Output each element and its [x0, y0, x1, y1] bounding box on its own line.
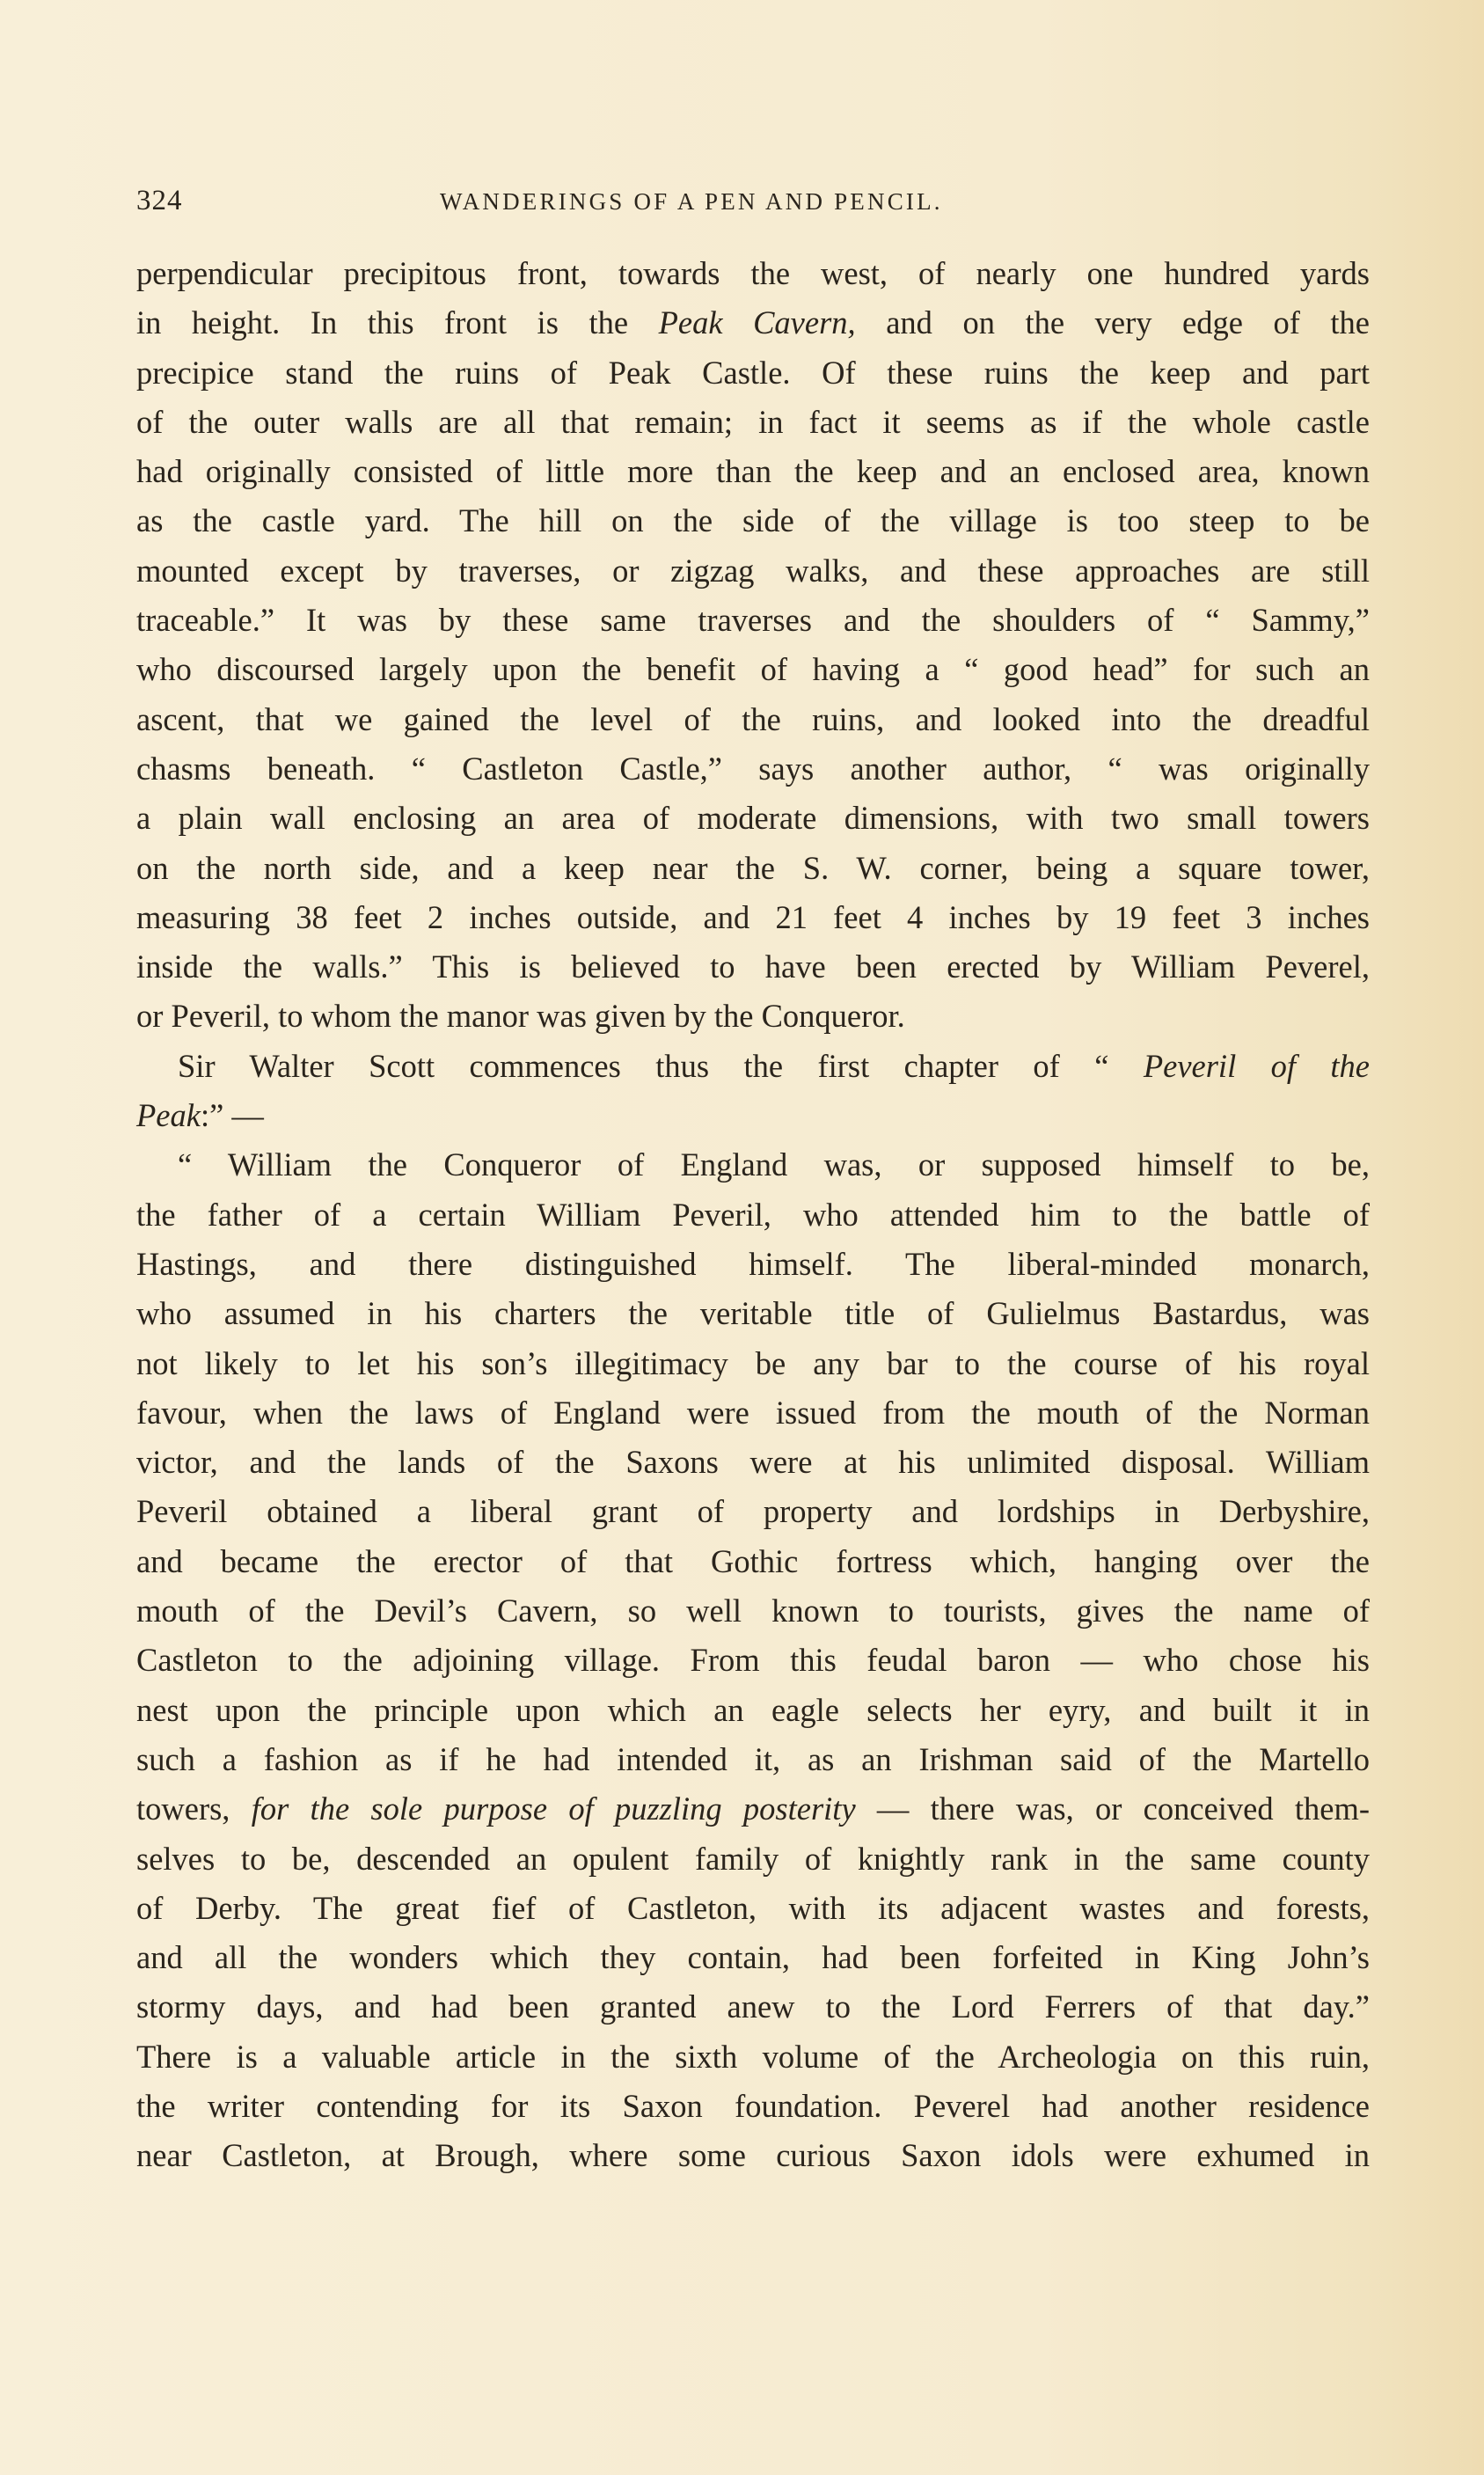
text-line [136, 1388, 1370, 1438]
body-text [136, 249, 1370, 2181]
text-line [136, 1240, 1370, 1289]
text-line [136, 942, 1370, 992]
text-segment: and on the very edge of the [855, 304, 1370, 341]
italic-text-segment: for the sole purpose of puzzling posterity [251, 1790, 856, 1827]
text-line [136, 1438, 1370, 1487]
text-segment: towers, [136, 1790, 252, 1827]
text-segment: stormy days, and had been granted anew to the Lord Ferrers of that day.” [136, 1988, 1370, 2025]
text-segment: of Derby. The great fief of Castleton, with its adjacent wastes and forests, [136, 1889, 1370, 1926]
text-line [136, 249, 1370, 298]
running-title: WANDERINGS OF A PEN AND PENCIL. [440, 188, 943, 215]
text-segment: and became the erector of that Gothic fortress which, hanging over the [136, 1542, 1370, 1579]
text-segment: — there was, or conceived them- [855, 1790, 1371, 1827]
text-line [136, 2082, 1370, 2131]
text-line [136, 1784, 1370, 1834]
text-segment: such a fashion as if he had intended it, as an Irishman said of the Martello [136, 1740, 1370, 1777]
text-segment: nest upon the principle upon which an eagle selects her eyry, and built it in [136, 1691, 1370, 1728]
text-segment: as the castle yard. The hill on the side of the village is too steep to be [136, 502, 1370, 539]
text-segment: near Castleton, at Brough, where some curious Saxon idols were exhumed in [136, 2137, 1370, 2174]
text-segment: inside the walls.” This is believed to have been erected by William Peverel, [136, 948, 1370, 985]
text-segment: victor, and the lands of the Saxons were at his unlimited disposal. William [136, 1444, 1370, 1481]
text-segment: who discoursed largely upon the benefit of having a “ good head” for such an [136, 651, 1370, 688]
text-line [136, 1884, 1370, 1933]
text-line [136, 695, 1370, 744]
page-number: 324 [136, 185, 183, 216]
text-segment: who assumed in his charters the veritable title of Gulielmus Bastardus, was [136, 1295, 1370, 1332]
text-line [136, 447, 1370, 496]
text-segment: mounted except by traverses, or zigzag walks, and these approaches are still [136, 552, 1370, 589]
italic-text-segment: Peak [136, 1097, 201, 1134]
text-segment: Sir Walter Scott commences thus the first chapter of “ [178, 1047, 1144, 1084]
text-segment: favour, when the laws of England were issued from the mouth of the Norman [136, 1394, 1370, 1431]
text-line [136, 2032, 1370, 2082]
text-line [136, 298, 1370, 348]
text-line [136, 744, 1370, 794]
text-segment: mouth of the Devil’s Cavern, so well known to tourists, gives the name of [136, 1593, 1370, 1629]
text-segment: There is a valuable article in the sixth volume of the Archeologia on this ruin, [136, 2038, 1370, 2075]
text-segment: precipice stand the ruins of Peak Castle. Of these ruins the keep and part [136, 354, 1370, 391]
text-line [136, 1982, 1370, 2032]
text-line [136, 596, 1370, 645]
text-line [136, 1686, 1370, 1735]
text-line [136, 2131, 1370, 2180]
text-segment: the writer contending for its Saxon foundation. Peverel had another residence [136, 2087, 1370, 2124]
text-segment: on the north side, and a keep near the S. W. corner, being a square tower, [136, 849, 1370, 886]
text-line [136, 1834, 1370, 1884]
text-segment: ascent, that we gained the level of the ruins, and looked into the dreadful [136, 700, 1370, 737]
text-segment: the father of a certain William Peveril, who attended him to the battle of [136, 1196, 1370, 1233]
text-segment: perpendicular precipitous front, towards the west, of nearly one hundred yards [136, 255, 1370, 291]
text-line [136, 1933, 1370, 1982]
text-line [136, 1339, 1370, 1388]
italic-text-segment: Peak Cavern, [658, 304, 856, 341]
text-line [136, 1289, 1370, 1338]
text-line [136, 398, 1370, 447]
text-segment: not likely to let his son’s illegitimacy be any bar to the course of his royal [136, 1344, 1370, 1381]
text-segment: :” — [200, 1097, 264, 1134]
text-line [136, 1487, 1370, 1536]
text-line [136, 496, 1370, 546]
text-line [136, 1636, 1370, 1685]
text-segment: Hastings, and there distinguished himself. The liberal-minded monarch, [136, 1245, 1370, 1282]
text-segment: “ William the Conqueror of England was, or supposed himself to be, [178, 1146, 1370, 1183]
text-segment: traceable.” It was by these same traverses and the shoulders of “ Sammy,” [136, 602, 1370, 639]
text-line [136, 794, 1370, 843]
text-line [136, 1140, 1370, 1190]
text-line [136, 992, 1370, 1041]
text-line [136, 348, 1370, 398]
italic-text-segment: Peveril of the [1143, 1047, 1370, 1084]
text-line [136, 1091, 1370, 1140]
text-segment: measuring 38 feet 2 inches outside, and 21 feet 4 inches by 19 feet 3 inches [136, 898, 1370, 935]
text-segment: Peveril obtained a liberal grant of property and lordships in Derbyshire, [136, 1493, 1370, 1530]
text-segment: in height. In this front is the [136, 304, 659, 341]
text-segment: had originally consisted of little more than the keep and an enclosed area, known [136, 453, 1370, 490]
text-line [136, 1042, 1370, 1091]
text-segment: selves to be, descended an opulent family of knightly rank in the same county [136, 1840, 1370, 1877]
text-line [136, 844, 1370, 893]
text-segment: chasms beneath. “ Castleton Castle,” says another author, “ was originally [136, 750, 1370, 787]
text-segment: a plain wall enclosing an area of moderate dimensions, with two small towers [136, 800, 1370, 837]
text-line [136, 1537, 1370, 1586]
text-line [136, 893, 1370, 942]
text-line [136, 645, 1370, 694]
text-segment: or Peveril, to whom the manor was given by the Conqueror. [136, 998, 905, 1035]
text-line [136, 1586, 1370, 1636]
text-segment: of the outer walls are all that remain; in fact it seems as if the whole castle [136, 403, 1370, 440]
page-header [136, 185, 1368, 229]
text-segment: Castleton to the adjoining village. From this feudal baron — who chose his [136, 1642, 1370, 1679]
text-line [136, 1735, 1370, 1784]
text-line [136, 546, 1370, 596]
text-segment: and all the wonders which they contain, had been forfeited in King John’s [136, 1939, 1370, 1976]
text-line [136, 1190, 1370, 1240]
